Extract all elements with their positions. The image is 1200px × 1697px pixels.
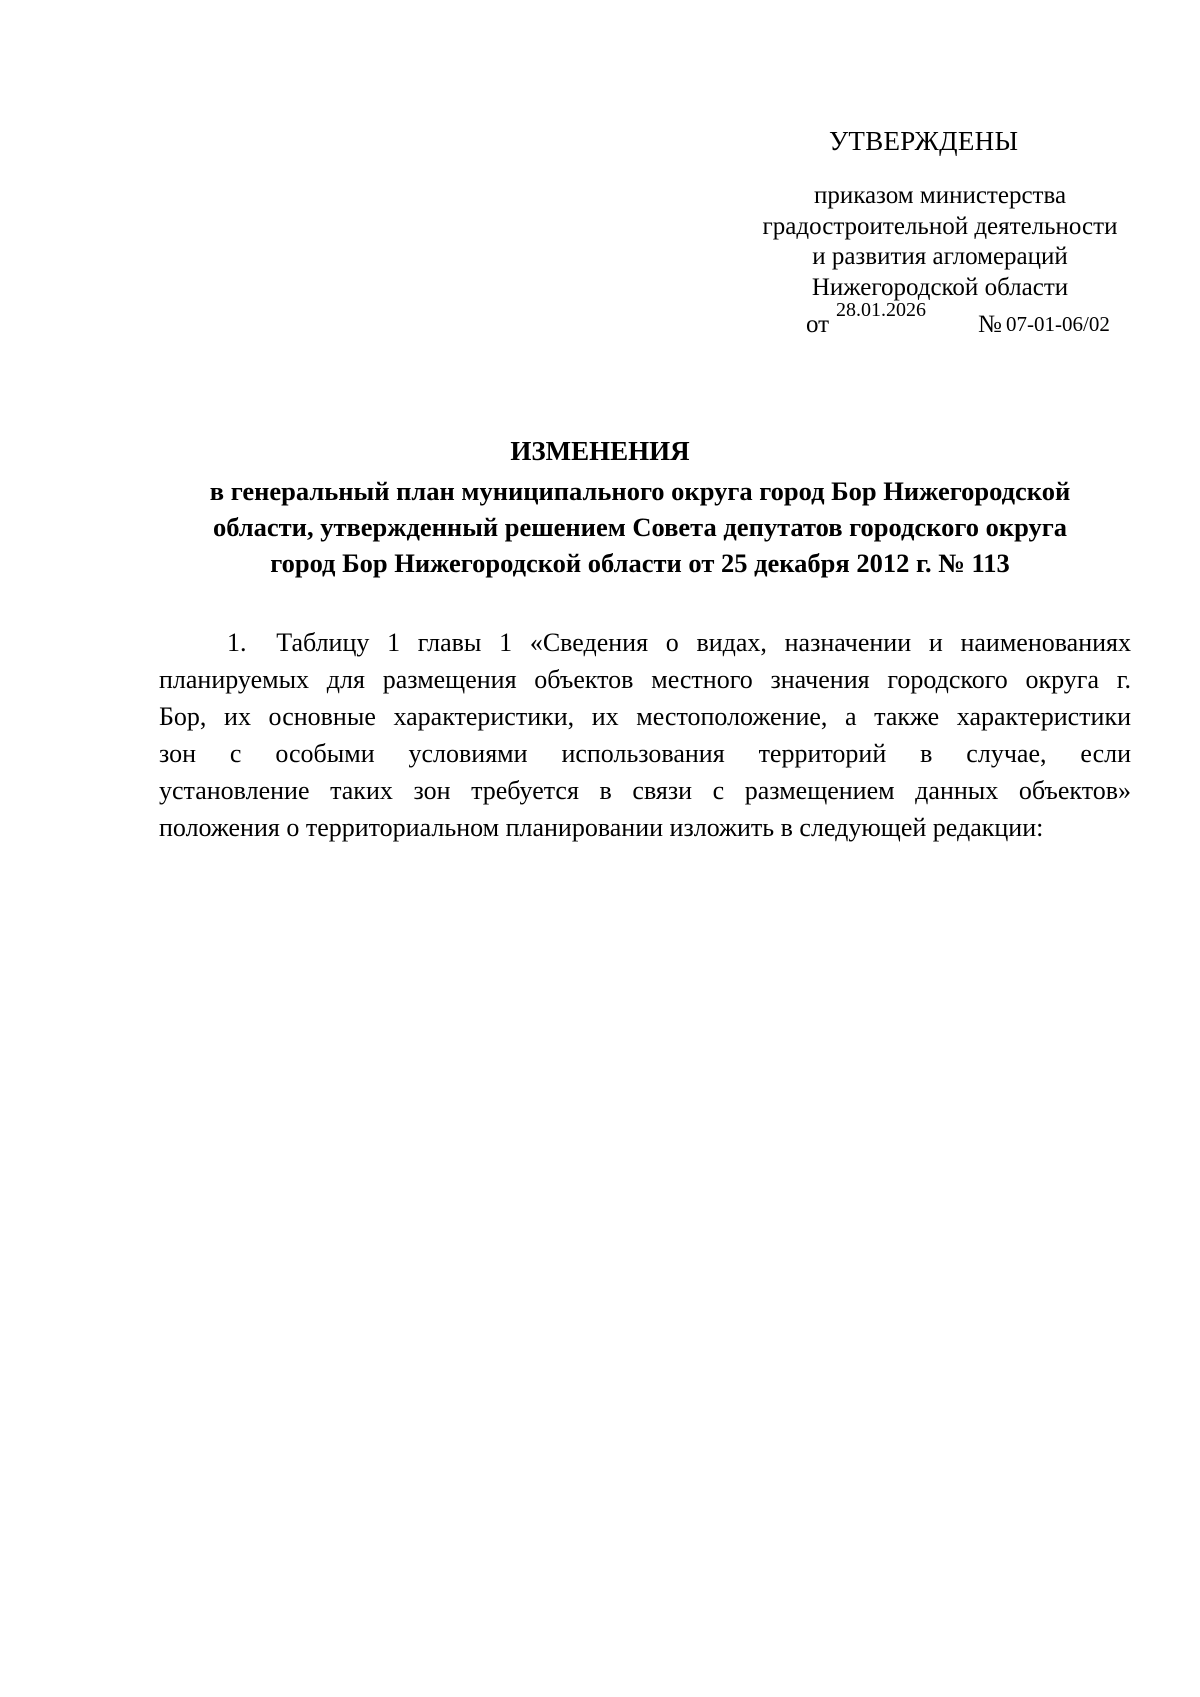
subtitle-line: области, утвержденный решением Совета депутатов городского округа bbox=[212, 512, 1068, 542]
body-paragraph bbox=[159, 624, 1131, 846]
order-date-prefix: от bbox=[806, 311, 830, 338]
paragraph-line-text: Таблицу 1 главы 1 «Сведения о видах, назначении и наименованиях bbox=[276, 628, 1132, 657]
approval-heading: УТВЕРЖДЕНЫ bbox=[829, 126, 1019, 156]
approval-line: приказом министерства bbox=[813, 182, 1067, 209]
paragraph-line: Бор, их основные характеристики, их местоположение, а также характеристики bbox=[159, 702, 1131, 731]
approval-line: градостроительной деятельности bbox=[762, 212, 1118, 240]
paragraph-item-number: 1. bbox=[227, 628, 247, 657]
subtitle-line: в генеральный план муниципального округа город Бор Нижегородской bbox=[209, 476, 1071, 506]
paragraph-line bbox=[159, 624, 1131, 661]
order-reference bbox=[806, 299, 1136, 341]
approval-line: и развития агломераций bbox=[812, 243, 1068, 270]
approval-details bbox=[710, 181, 1170, 303]
document-title: ИЗМЕНЕНИЯ bbox=[510, 436, 690, 466]
paragraph-line: установление таких зон требуется в связи с размещением данных объектов» bbox=[159, 776, 1131, 805]
order-date: 28.01.2026 bbox=[836, 299, 926, 321]
document-subtitle bbox=[160, 473, 1120, 581]
paragraph-line: зон с особыми условиями использования территорий в случае, если bbox=[159, 739, 1131, 768]
order-number-sign: № bbox=[978, 311, 1002, 338]
paragraph-line: планируемых для размещения объектов местного значения городского округа г. bbox=[159, 665, 1131, 694]
order-number: 07-01-06/02 bbox=[1006, 312, 1110, 336]
approval-line: Нижегородской области bbox=[811, 273, 1069, 301]
subtitle-line: город Бор Нижегородской области от 25 декабря 2012 г. № 113 bbox=[270, 548, 1010, 578]
paragraph-line: положения о территориальном планировании изложить в следующей редакции: bbox=[159, 813, 1044, 842]
